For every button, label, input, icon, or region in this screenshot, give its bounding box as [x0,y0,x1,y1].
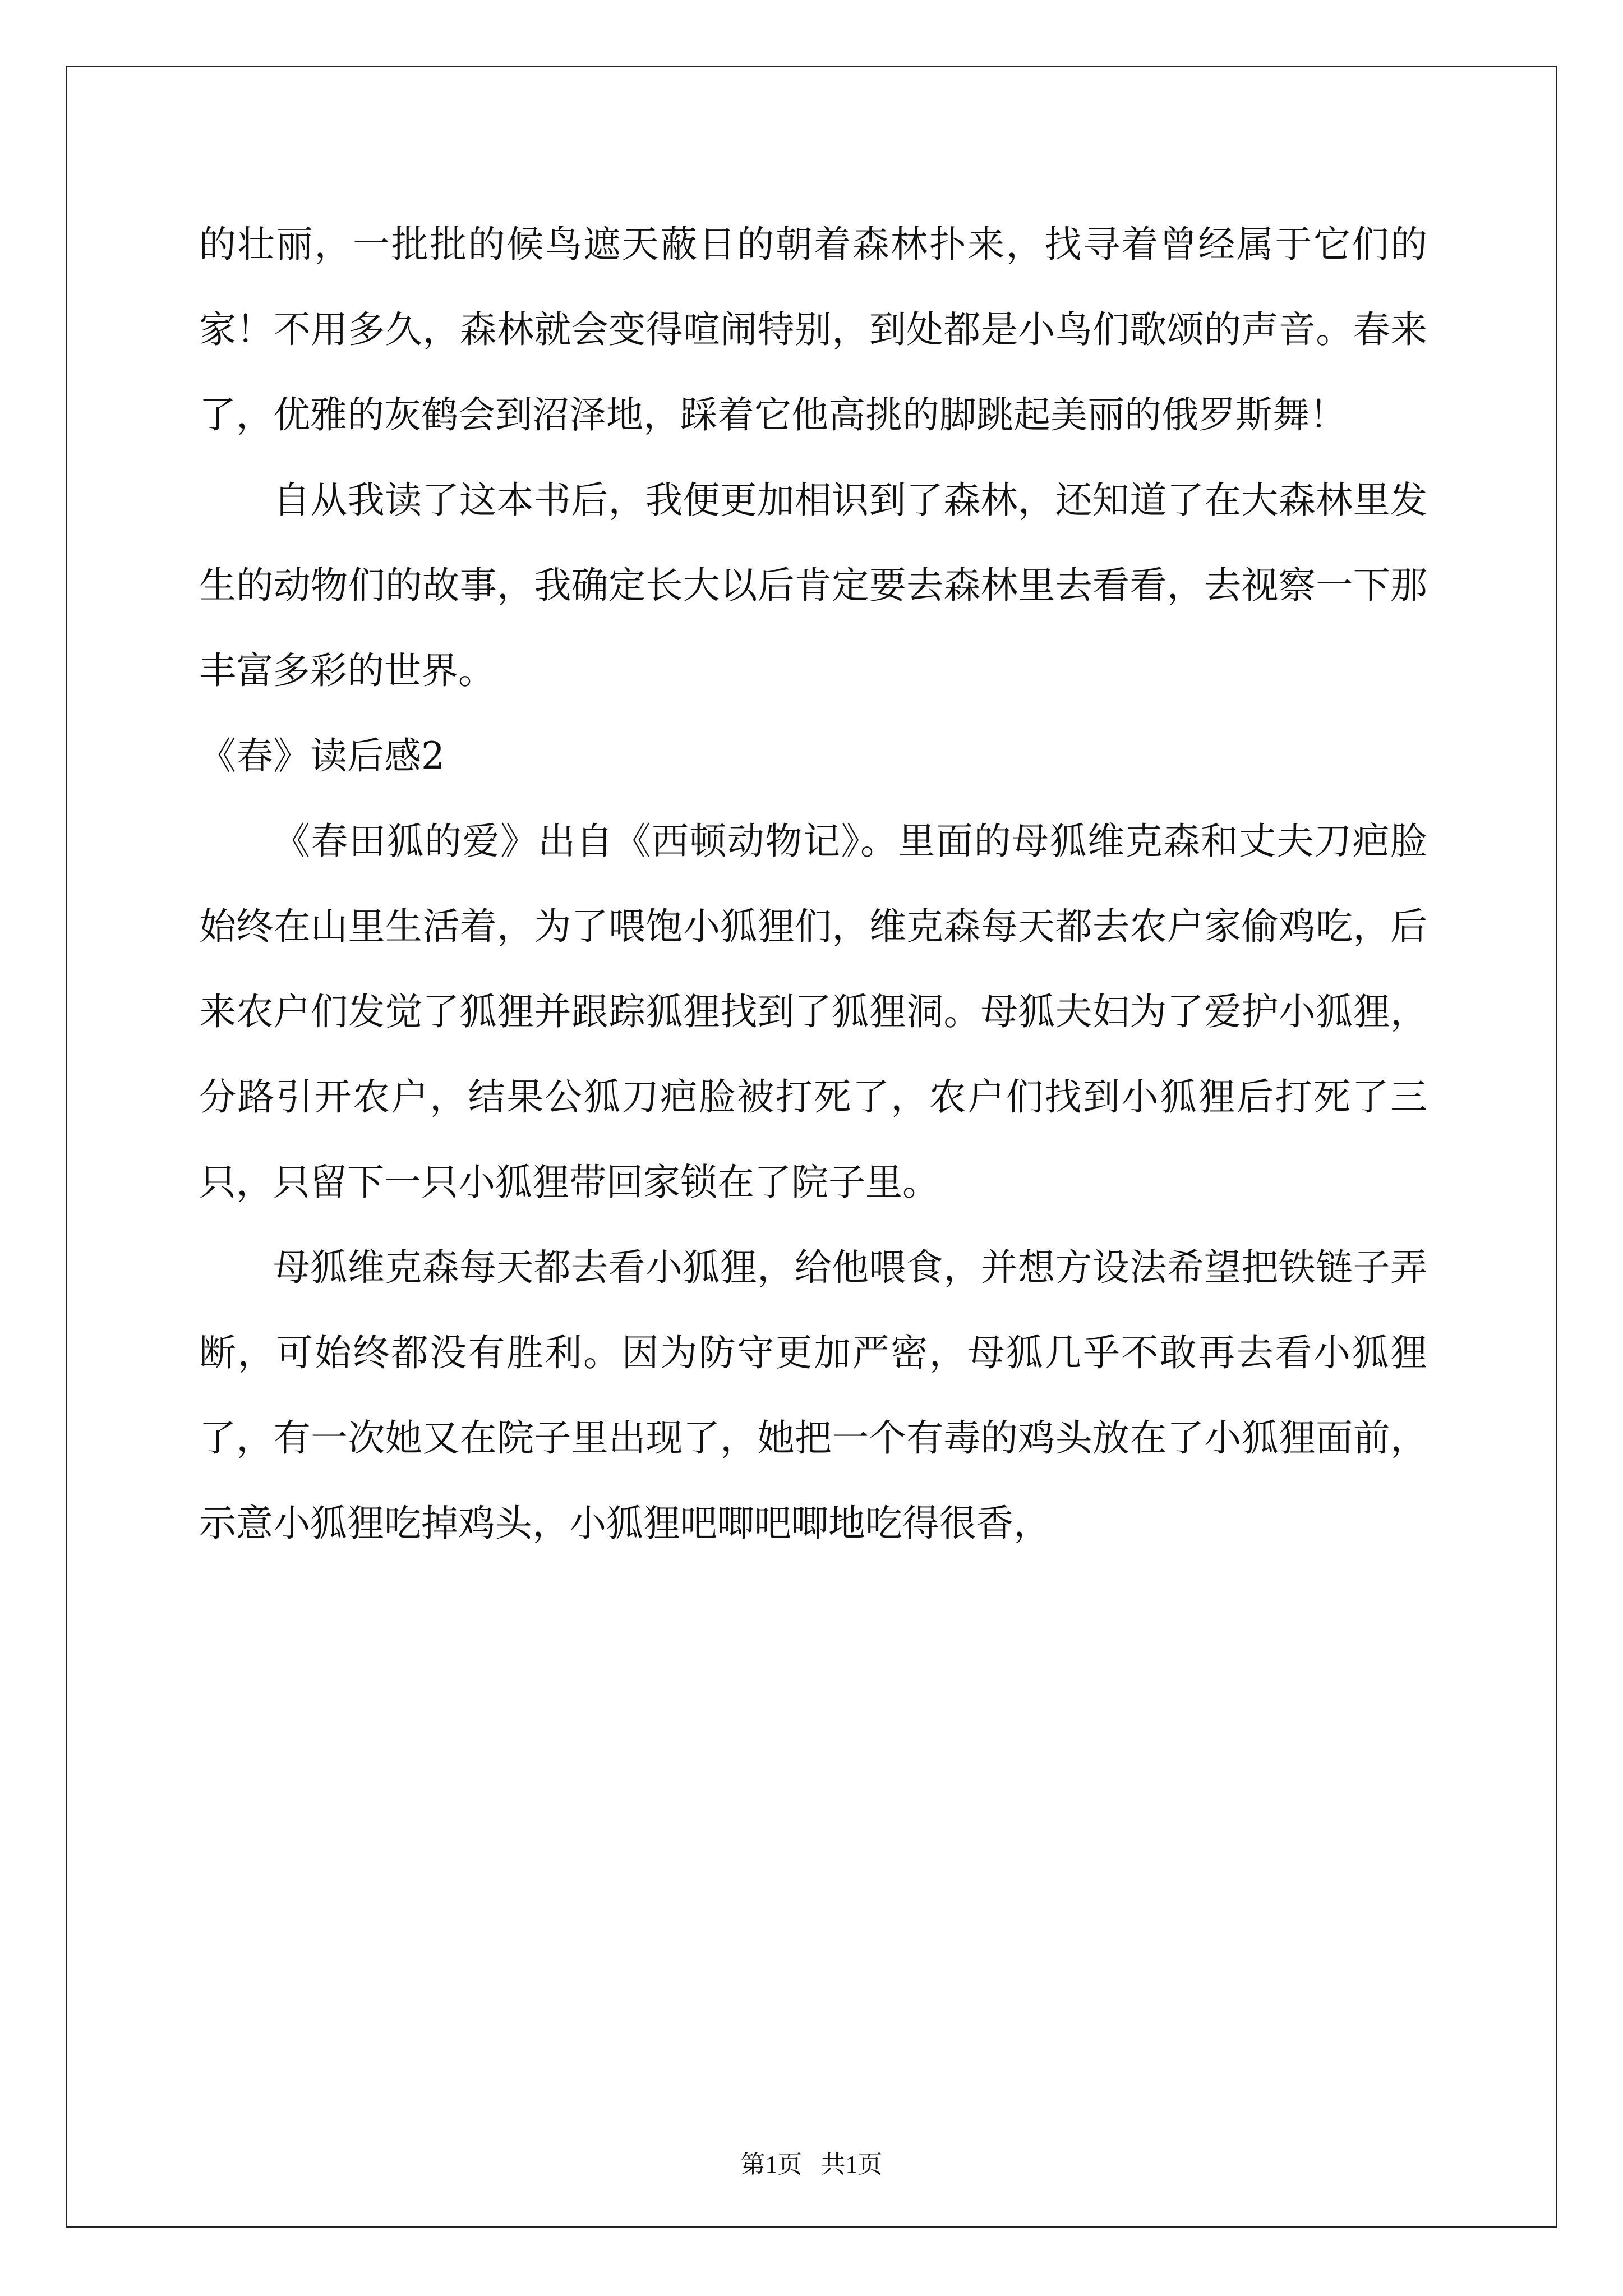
paragraph: 自从我读了这本书后，我便更加相识到了森林，还知道了在大森林里发生的动物们的故事，我确定长大以后肯定要去森林里去看看，去视察一下那丰富多彩的世界。 [199,478,1427,692]
page-total: 共1页 [820,2151,883,2178]
paragraph: 母狐维克森每天都去看小狐狸，给他喂食，并想方设法希望把铁链子弄断，可始终都没有胜利。因为防守更加严密，母狐几乎不敢再去看小狐狸了，有一次她又在院子里出现了，她把一个有毒的鸡头放在了小狐狸面前，示意小狐狸吃掉鸡头，小狐狸吧唧吧唧地吃得很香， [199,1246,1427,1545]
document-body [199,202,1427,1566]
paragraph: 的壮丽，一批批的候鸟遮天蔽日的朝着森林扑来，找寻着曾经属于它们的家！不用多久，森林就会变得喧闹特别，到处都是小鸟们歌颂的声音。春来了，优雅的灰鹤会到沼泽地，踩着它他高挑的脚跳起美丽的俄罗斯舞！ [199,223,1427,436]
page-number: 第1页 [740,2151,803,2178]
page-footer [0,2144,1623,2180]
paragraph: 《春田狐的爱》出自《西顿动物记》。里面的母狐维克森和丈夫刀疤脸始终在山里生活着，为了喂饱小狐狸们，维克森每天都去农户家偷鸡吃，后来农户们发觉了狐狸并跟踪狐狸找到了狐狸洞。母狐夫妇为了爱护小狐狸，分路引开农户，结果公狐刀疤脸被打死了，农户们找到小狐狸后打死了三只，只留下一只小狐狸带回家锁在了院子里。 [199,820,1427,1204]
section-heading: 《春》读后感2 [199,734,445,777]
